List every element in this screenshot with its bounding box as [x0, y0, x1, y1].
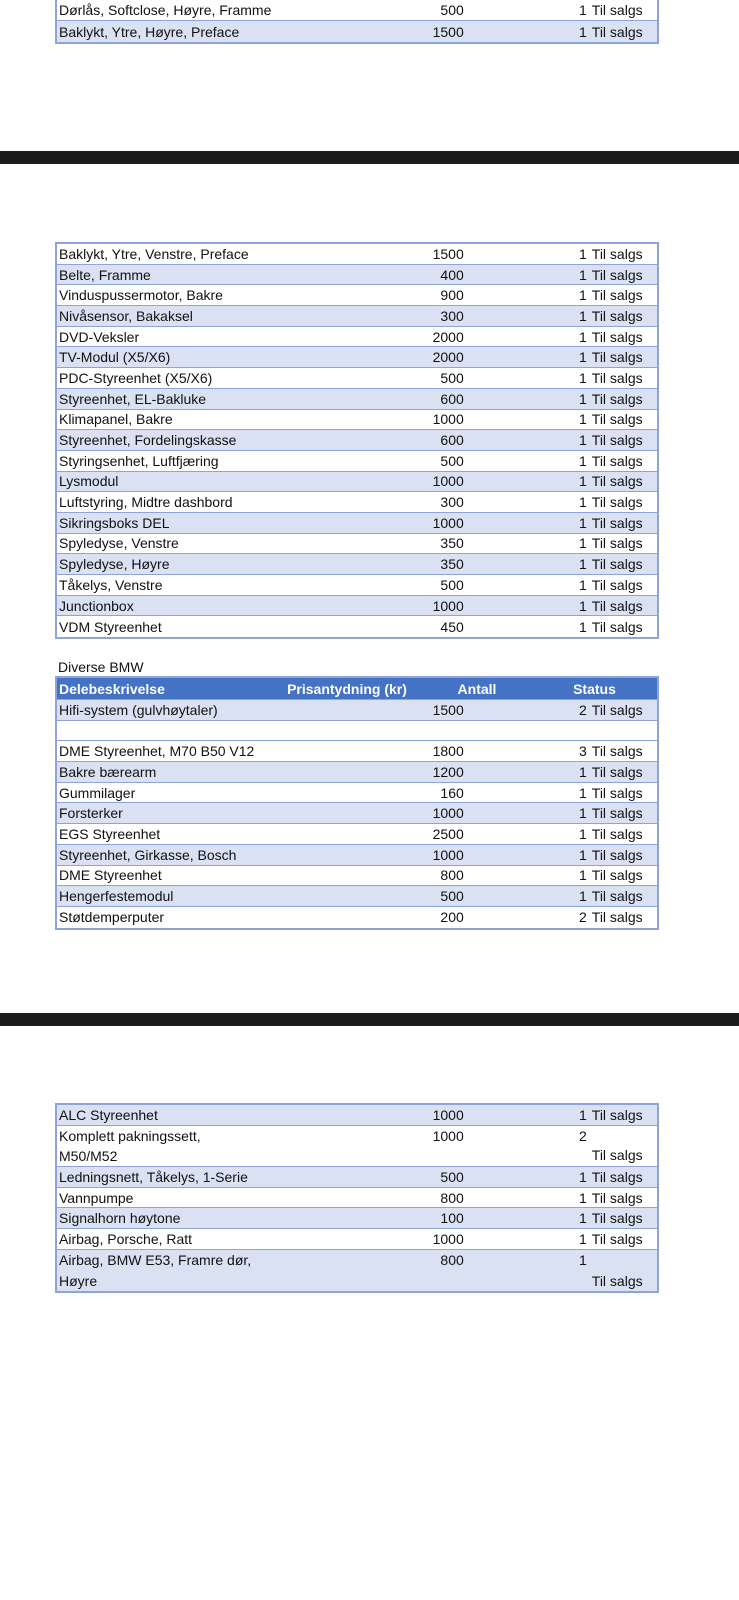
header-status: Status	[573, 680, 616, 697]
part-price: 500	[440, 576, 464, 593]
part-quantity: 1	[578, 328, 587, 345]
part-status: Til salgs	[591, 473, 643, 490]
table-row	[57, 1229, 657, 1250]
part-status: Til salgs	[591, 1189, 643, 1206]
part-quantity: 1	[578, 411, 587, 428]
part-price: 900	[440, 287, 464, 304]
part-quantity: 1	[578, 349, 587, 366]
part-status: Til salgs	[591, 1168, 643, 1185]
table-row	[57, 430, 657, 451]
part-price: 300	[440, 494, 464, 511]
part-quantity: 1	[578, 452, 587, 469]
table-row	[57, 492, 657, 513]
part-quantity: 2	[578, 1127, 587, 1144]
part-description: Belte, Framme	[59, 266, 151, 283]
part-status: Til salgs	[591, 1106, 643, 1123]
part-description: Gummilager	[59, 784, 136, 801]
header-description: Delebeskrivelse	[59, 680, 165, 697]
part-quantity: 1	[578, 888, 587, 905]
table-row	[57, 1167, 657, 1188]
part-price: 1000	[432, 805, 464, 822]
part-description: Klimapanel, Bakre	[59, 411, 173, 428]
part-description: Signalhorn høytone	[59, 1210, 181, 1227]
part-quantity: 1	[578, 867, 587, 884]
part-status: Til salgs	[591, 805, 643, 822]
part-price: 350	[440, 535, 464, 552]
part-price: 600	[440, 390, 464, 407]
part-quantity: 1	[578, 390, 587, 407]
part-quantity: 1	[578, 556, 587, 573]
table-row	[57, 1250, 657, 1291]
part-quantity: 1	[578, 805, 587, 822]
part-description: Dørlås, Softclose, Høyre, Framme	[59, 2, 272, 18]
part-status: Til salgs	[591, 576, 643, 593]
part-description: PDC-Styreenhet (X5/X6)	[59, 369, 213, 386]
parts-table-main	[55, 242, 659, 639]
table-row	[57, 803, 657, 824]
part-status: Til salgs	[591, 846, 643, 863]
table-row	[57, 244, 657, 265]
table-row-empty	[57, 721, 657, 742]
part-status: Til salgs	[591, 825, 643, 842]
part-price: 500	[440, 1168, 464, 1185]
part-price: 1000	[432, 1127, 464, 1144]
part-status: Til salgs	[591, 411, 643, 428]
table-row	[57, 762, 657, 783]
part-price: 1000	[432, 1230, 464, 1247]
part-status: Til salgs	[591, 784, 643, 801]
part-quantity: 1	[578, 1189, 587, 1206]
part-price: 800	[440, 1189, 464, 1206]
part-status: Til salgs	[591, 763, 643, 780]
part-description: Spyledyse, Høyre	[59, 556, 170, 573]
part-quantity: 2	[578, 701, 587, 718]
part-status: Til salgs	[591, 287, 643, 304]
part-status: Til salgs	[591, 888, 643, 905]
part-description: Styreenhet, Girkasse, Bosch	[59, 846, 237, 863]
part-quantity: 1	[578, 2, 587, 18]
part-price: 600	[440, 432, 464, 449]
part-description: Nivåsensor, Bakaksel	[59, 307, 193, 324]
table-row	[57, 783, 657, 804]
part-description: Lysmodul	[59, 473, 119, 490]
table-row	[57, 389, 657, 410]
part-status: Til salgs	[591, 556, 643, 573]
part-description-line: Airbag, BMW E53, Framre dør,	[59, 1251, 252, 1268]
part-description: TV-Modul (X5/X6)	[59, 349, 171, 366]
part-status: Til salgs	[591, 349, 643, 366]
part-status: Til salgs	[591, 1210, 643, 1227]
part-description: Vinduspussermotor, Bakre	[59, 287, 223, 304]
part-status: Til salgs	[591, 266, 643, 283]
part-status: Til salgs	[591, 535, 643, 552]
part-description: Luftstyring, Midtre dashbord	[59, 494, 233, 511]
header-price: Prisantydning (kr)	[287, 680, 407, 697]
part-description: DVD-Veksler	[59, 328, 140, 345]
parts-table-bottom	[55, 1103, 659, 1293]
part-quantity: 2	[578, 909, 587, 926]
part-price: 1000	[432, 1106, 464, 1123]
part-description: Junctionbox	[59, 597, 134, 614]
part-price: 200	[440, 909, 464, 926]
part-quantity: 1	[578, 307, 587, 324]
part-price: 400	[440, 266, 464, 283]
part-status: Til salgs	[591, 369, 643, 386]
table-row	[57, 824, 657, 845]
part-quantity: 1	[578, 473, 587, 490]
part-quantity: 1	[578, 432, 587, 449]
part-price: 1500	[432, 245, 464, 262]
part-price: 2000	[432, 349, 464, 366]
table-row	[57, 866, 657, 887]
table-row	[57, 596, 657, 617]
part-description: Sikringsboks DEL	[59, 514, 170, 531]
table-row	[57, 21, 657, 42]
part-description-line: Høyre	[59, 1272, 98, 1289]
table-row	[57, 1188, 657, 1209]
table-row	[57, 1126, 657, 1167]
part-description: Spyledyse, Venstre	[59, 535, 179, 552]
table-row	[57, 1208, 657, 1229]
part-quantity: 1	[578, 763, 587, 780]
part-price: 1500	[432, 701, 464, 718]
part-description: Airbag, Porsche, Ratt	[59, 1230, 193, 1247]
part-status: Til salgs	[591, 597, 643, 614]
part-quantity: 1	[578, 618, 587, 635]
part-status: Til salgs	[591, 701, 643, 718]
part-price: 350	[440, 556, 464, 573]
part-status: Til salgs	[591, 618, 643, 635]
part-quantity: 1	[578, 1251, 587, 1268]
part-description: Ledningsnett, Tåkelys, 1-Serie	[59, 1168, 248, 1185]
table-row	[57, 886, 657, 907]
part-status: Til salgs	[591, 743, 643, 760]
table-row	[57, 451, 657, 472]
table-row	[57, 907, 657, 928]
part-status: Til salgs	[591, 307, 643, 324]
part-description: Bakre bærearm	[59, 763, 157, 780]
part-description: Hengerfestemodul	[59, 888, 174, 905]
part-quantity: 1	[578, 266, 587, 283]
part-price: 1800	[432, 743, 464, 760]
page-divider	[0, 1013, 739, 1026]
part-price: 1000	[432, 473, 464, 490]
header-quantity: Antall	[457, 680, 497, 697]
part-description: Styreenhet, Fordelingskasse	[59, 432, 237, 449]
part-quantity: 1	[578, 494, 587, 511]
part-description: Forsterker	[59, 805, 123, 822]
part-quantity: 1	[578, 1230, 587, 1247]
table-row	[57, 741, 657, 762]
part-price: 500	[440, 369, 464, 386]
part-price: 500	[440, 888, 464, 905]
part-description: Baklykt, Ytre, Venstre, Preface	[59, 245, 249, 262]
table-row	[57, 0, 657, 21]
page-divider	[0, 151, 739, 164]
part-quantity: 3	[578, 743, 587, 760]
part-description: Styreenhet, EL-Bakluke	[59, 390, 207, 407]
part-status: Til salgs	[591, 390, 643, 407]
part-status: Til salgs	[591, 867, 643, 884]
part-description: ALC Styreenhet	[59, 1106, 158, 1123]
table-row	[57, 306, 657, 327]
part-quantity: 1	[578, 535, 587, 552]
part-price: 500	[440, 452, 464, 469]
part-description	[57, 1250, 302, 1291]
part-price: 800	[440, 1251, 464, 1268]
part-quantity: 1	[578, 1106, 587, 1123]
part-price: 2500	[432, 825, 464, 842]
part-description: Baklykt, Ytre, Høyre, Preface	[59, 23, 240, 40]
part-quantity: 1	[578, 576, 587, 593]
part-price: 1000	[432, 514, 464, 531]
table-row	[57, 575, 657, 596]
part-description: DME Styreenhet	[59, 867, 162, 884]
part-status: Til salgs	[591, 1147, 643, 1164]
parts-table-top	[55, 0, 659, 44]
part-description: Vannpumpe	[59, 1189, 134, 1206]
table-row	[57, 700, 657, 721]
part-quantity: 1	[578, 784, 587, 801]
table-header	[57, 678, 657, 700]
part-description: Hifi-system (gulvhøytaler)	[59, 701, 218, 718]
part-quantity: 1	[578, 287, 587, 304]
part-price: 1500	[432, 23, 464, 40]
part-price: 500	[440, 2, 464, 18]
table-row	[57, 347, 657, 368]
part-description	[57, 1126, 302, 1167]
part-price: 800	[440, 867, 464, 884]
part-quantity: 1	[578, 1210, 587, 1227]
part-price: 1000	[432, 846, 464, 863]
part-status: Til salgs	[591, 245, 643, 262]
table-row	[57, 368, 657, 389]
part-description: DME Styreenhet, M70 B50 V12	[59, 743, 255, 760]
part-quantity: 1	[578, 245, 587, 262]
table-row	[57, 265, 657, 286]
part-price: 160	[440, 784, 464, 801]
part-quantity: 1	[578, 846, 587, 863]
part-price: 2000	[432, 328, 464, 345]
part-quantity: 1	[578, 597, 587, 614]
part-status: Til salgs	[591, 514, 643, 531]
part-description: Tåkelys, Venstre	[59, 576, 163, 593]
table-row	[57, 410, 657, 431]
part-quantity: 1	[578, 23, 587, 40]
part-description: VDM Styreenhet	[59, 618, 162, 635]
part-price: 300	[440, 307, 464, 324]
part-quantity: 1	[578, 825, 587, 842]
part-quantity: 1	[578, 514, 587, 531]
table-row	[57, 1105, 657, 1126]
table-row	[57, 472, 657, 493]
part-description: Støtdemperputer	[59, 909, 165, 926]
part-price: 100	[440, 1210, 464, 1227]
part-status: Til salgs	[591, 494, 643, 511]
table-row	[57, 845, 657, 866]
table-row	[57, 616, 657, 637]
part-status: Til salgs	[591, 328, 643, 345]
part-status: Til salgs	[591, 1230, 643, 1247]
part-price: 1000	[432, 411, 464, 428]
part-status: Til salgs	[591, 1272, 643, 1289]
table-row	[57, 285, 657, 306]
part-status: Til salgs	[591, 23, 643, 40]
parts-table-diverse	[55, 676, 659, 930]
part-status: Til salgs	[591, 909, 643, 926]
part-status: Til salgs	[591, 432, 643, 449]
table-row	[57, 513, 657, 534]
table-row	[57, 534, 657, 555]
part-price: 1200	[432, 763, 464, 780]
table-row	[57, 554, 657, 575]
part-description: EGS Styreenhet	[59, 825, 161, 842]
section-title: Diverse BMW	[58, 659, 144, 675]
table-row	[57, 327, 657, 348]
part-description-line: M50/M52	[59, 1148, 118, 1165]
part-price: 1000	[432, 597, 464, 614]
part-description-line: Komplett pakningssett,	[59, 1127, 201, 1144]
part-description: Styringsenhet, Luftfjæring	[59, 452, 219, 469]
part-price: 450	[440, 618, 464, 635]
part-quantity: 1	[578, 1168, 587, 1185]
part-quantity: 1	[578, 369, 587, 386]
part-status: Til salgs	[591, 2, 643, 18]
part-status: Til salgs	[591, 452, 643, 469]
